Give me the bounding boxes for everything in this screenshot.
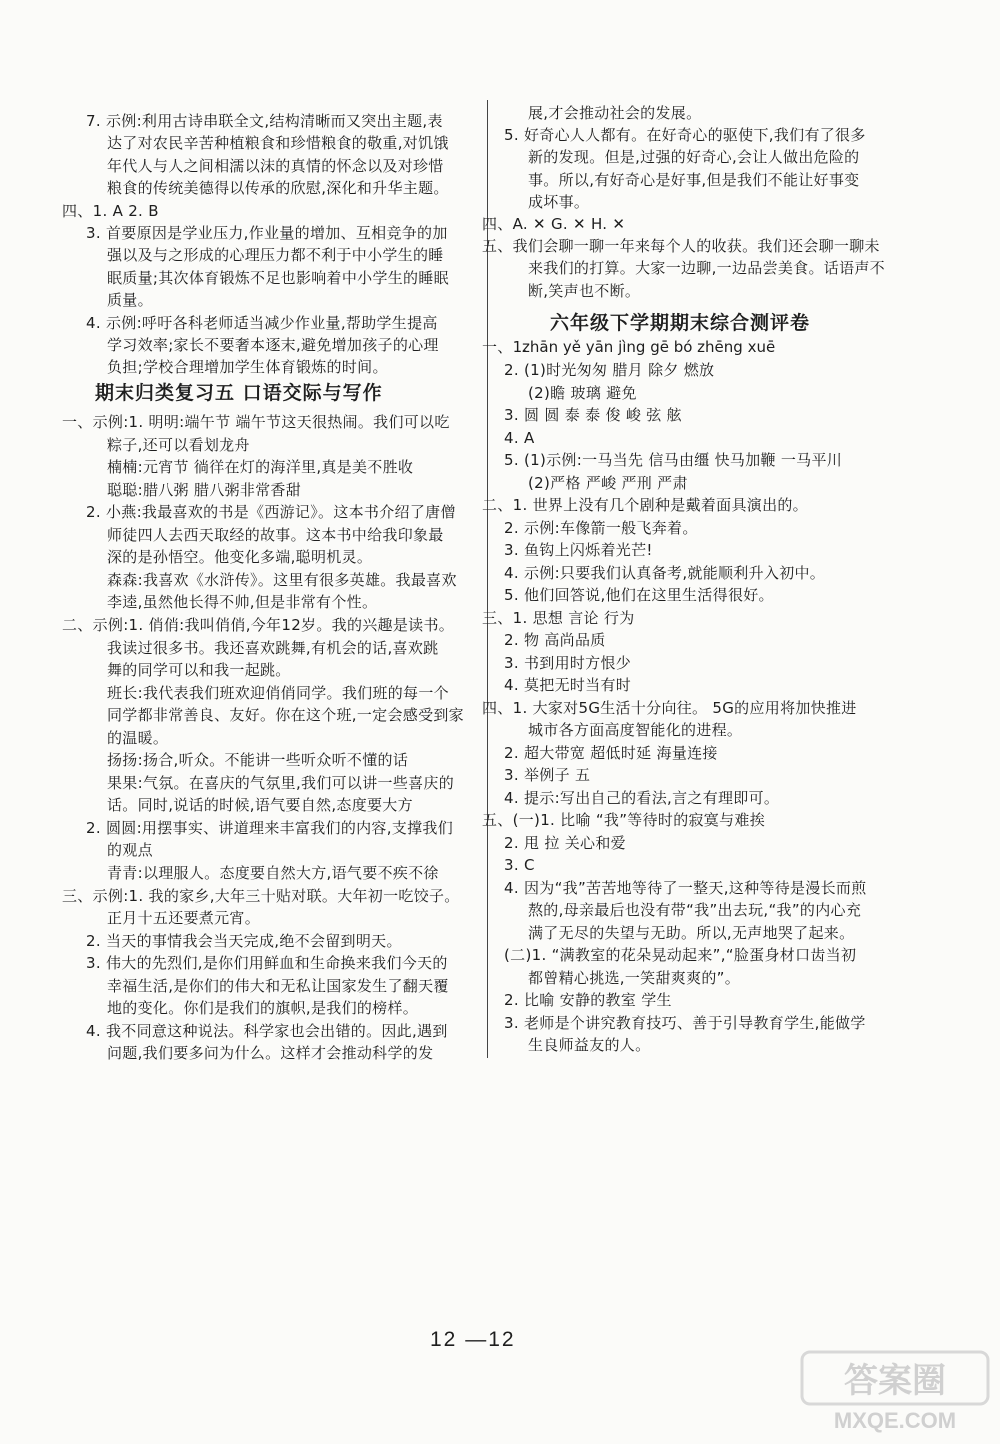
svg-text:MXQE.COM: MXQE.COM	[833, 1408, 957, 1433]
answer-line: 五、(一)1. 比喻 “我”等待时的寂寞与难挨	[482, 811, 765, 829]
answer-line: 7. 示例:利用古诗串联全文,结构清晰而又突出主题,表	[86, 112, 443, 130]
section-heading-final-test: 六年级下学期期末综合测评卷	[550, 312, 811, 334]
answer-line: 生良师益友的人。	[528, 1036, 651, 1054]
answer-line: 粮食的传统美德得以传承的欣慰,深化和升华主题。	[107, 179, 449, 198]
answer-line: (二)1. “满教室的花朵晃动起来”,“脸蛋身材口齿当初	[504, 946, 857, 964]
answer-line: 达了对农民辛苦种植粮食和珍惜粮食的敬重,对饥饿	[107, 134, 449, 153]
answer-line: 楠楠:元宵节 徜徉在灯的海洋里,真是美不胜收	[107, 458, 414, 477]
answer-line: 深的是孙悟空。他变化多端,聪明机灵。	[107, 548, 373, 567]
answer-line: 断,笑声也不断。	[528, 281, 641, 300]
answer-line: 学习效率;家长不要奢本逐末,避免增加孩子的心理	[107, 336, 439, 354]
answer-line: 青青:以理服人。态度要自然大方,语气要不疾不徐	[107, 864, 439, 882]
answer-line: 3. 伟大的先烈们,是你们用鲜血和生命换来我们今天的	[86, 954, 448, 973]
answer-line: 3. 老师是个讲究教育技巧、善于引导教育学生,能做学	[504, 1013, 866, 1032]
answer-line: 三、示例:1. 我的家乡,大年三十贴对联。大年初一吃饺子。	[62, 886, 460, 905]
answer-line: 满了无尽的失望与无助。所以,无声地哭了起来。	[528, 923, 855, 942]
section-heading-oral-writing: 期末归类复习五 口语交际与写作	[95, 382, 383, 404]
answer-line: 新的发现。但是,过强的好奇心,会让人做出危险的	[528, 148, 860, 167]
answer-line: 班长:我代表我们班欢迎俏俏同学。我们班的每一个	[107, 683, 449, 702]
answer-line: 的观点	[107, 841, 153, 860]
answer-line: 师徒四人去西天取经的故事。这本书中给我印象最	[107, 525, 444, 544]
answer-line: 四、1. A 2. B	[62, 201, 159, 220]
answer-line: 果果:气氛。在喜庆的气氛里,我们可以讲一些喜庆的	[107, 773, 455, 792]
page-number: 12 —12	[430, 1328, 516, 1351]
answer-line: (2)瞻 玻璃 避免	[528, 383, 637, 402]
answer-line: 二、1. 世界上没有几个剧种是戴着面具演出的。	[482, 496, 808, 514]
answer-line: 2. 甩 拉 关心和爱	[504, 833, 626, 852]
answer-line: (2)严格 严峻 严刑 严肃	[528, 473, 688, 492]
answer-line: 四、1. 大家对5G生活十分向往。 5G的应用将加快推进	[482, 698, 857, 717]
answer-line: 3. 首要原因是学业压力,作业量的增加、互相竞争的加	[86, 224, 448, 242]
answer-line: 问题,我们要多问为什么。这样才会推动科学的发	[107, 1044, 434, 1063]
answer-line: 5. 他们回答说,他们在这里生活得很好。	[504, 586, 774, 604]
answer-line: 负担;学校合理增加学生体育锻炼的时间。	[107, 358, 388, 377]
answer-line: 4. 示例:呼吁各科老师适当减少作业量,帮助学生提高	[86, 313, 438, 332]
answer-line: 4. A	[504, 428, 535, 447]
answer-line: 3. 鱼钩上闪烁着光芒!	[504, 541, 653, 559]
answer-line: 李逵,虽然他长得不帅,但是非常有个性。	[107, 593, 378, 612]
answer-line: 2. 当天的事情我会当天完成,绝不会留到明天。	[86, 931, 402, 950]
answer-line: 2. 圆圆:用摆事实、讲道理来丰富我们的内容,支撑我们	[86, 818, 454, 837]
answer-line: 3. 举例子 五	[504, 766, 591, 784]
answer-line: 的温暖。	[107, 728, 169, 747]
answer-line: 2. 示例:车像箭一般飞奔着。	[504, 518, 698, 537]
answer-line: 3. C	[504, 856, 535, 874]
answer-line: 都曾精心挑选,一笑甜爽爽的”。	[528, 968, 741, 987]
answer-line: 聪聪:腊八粥 腊八粥非常香甜	[107, 480, 302, 499]
answer-line: 来我们的打算。大家一边聊,一边品尝美食。话语声不	[528, 259, 885, 278]
pinyin-answer: zhān yě yān jìng gē bó zhēng xuē	[522, 338, 776, 356]
answer-line: 熬的,母亲最后也没有带“我”出去玩,“我”的内心充	[528, 901, 862, 919]
answer-line: 粽子,还可以看划龙舟	[107, 435, 250, 454]
answer-line: 4. 我不同意这种说法。科学家也会出错的。因此,遇到	[86, 1021, 448, 1040]
answer-line: 三、1. 思想 言论 行为	[482, 608, 635, 627]
answer-line: 成坏事。	[528, 192, 590, 211]
answer-line: 同学都非常善良、友好。你在这个班,一定会感受到家	[107, 706, 464, 725]
answer-line: 一、示例:1. 明明:端午节 端午节这天很热闹。我们可以吃	[62, 413, 450, 431]
answer-line: 质量。	[107, 291, 153, 310]
answer-line: 年代人与人之间相濡以沫的真情的怀念以及对珍惜	[107, 156, 444, 175]
answer-line: 城市各方面高度智能化的进程。	[528, 721, 743, 739]
answer-line: 2. (1)时光匆匆 腊月 除夕 燃放	[504, 361, 715, 379]
answer-line: 我读过很多书。我还喜欢跳舞,有机会的话,喜欢跳	[107, 638, 439, 657]
answer-line: 4. 莫把无时当有时	[504, 676, 632, 694]
answer-line: 扬扬:扬合,听众。不能讲一些听众听不懂的话	[107, 751, 409, 770]
watermark-logo	[800, 1350, 990, 1435]
answer-line: 4. 示例:只要我们认真备考,就能顺利升入初中。	[504, 563, 826, 582]
answer-line: 2. 比喻 安静的教室 学生	[504, 991, 672, 1009]
answer-line: 正月十五还要煮元宵。	[107, 909, 261, 928]
answer-line: 3. 圆 圆 泰 泰 俊 峻 弦 舷	[504, 406, 682, 424]
answer-line: 2. 物 高尚品质	[504, 631, 606, 649]
pinyin-prefix: 一、1.	[482, 338, 528, 356]
answer-line: 二、示例:1. 俏俏:我叫俏俏,今年12岁。我的兴趣是读书。	[62, 615, 455, 634]
answer-line: 5. (1)示例:一马当先 信马由缰 快马加鞭 一马平川	[504, 451, 843, 469]
answer-line: 森森:我喜欢《水浒传》。这里有很多英雄。我最喜欢	[107, 570, 457, 589]
answer-line: 话。同时,说话的时候,语气要自然,态度要大方	[107, 796, 413, 815]
answer-line: 4. 提示:写出自己的看法,言之有理即可。	[504, 788, 780, 807]
svg-text:答案圈: 答案圈	[844, 1361, 946, 1401]
answer-line: 地的变化。你们是我们的旗帜,是我们的榜样。	[107, 999, 419, 1018]
answer-line: 事。所以,有好奇心是好事,但是我们不能让好事变	[528, 170, 860, 189]
answer-line: 4. 因为“我”苦苦地等待了一整天,这种等待是漫长而煎	[504, 878, 867, 897]
answer-line: 展,才会推动社会的发展。	[528, 104, 702, 122]
answer-line: 2. 超大带宽 超低时延 海量连接	[504, 743, 718, 762]
answer-line: 五、我们会聊一聊一年来每个人的收获。我们还会聊一聊未	[482, 237, 880, 256]
answer-line: 强以及与之形成的心理压力都不利于中小学生的睡	[107, 246, 444, 265]
answer-line: 3. 书到用时方恨少	[504, 653, 632, 672]
answer-line: 2. 小燕:我最喜欢的书是《西游记》。这本书介绍了唐僧	[86, 503, 456, 522]
answer-line: 四、A. ✕ G. ✕ H. ✕	[482, 215, 626, 233]
answer-line: 舞的同学可以和我一起跳。	[107, 661, 291, 680]
answer-line: 5. 好奇心人人都有。在好奇心的驱使下,我们有了很多	[504, 126, 866, 145]
answer-line: 眠质量;其次体育锻炼不足也影响着中小学生的睡眠	[107, 268, 449, 287]
answer-line: 幸福生活,是你们的伟大和无私让国家发生了翻天覆	[107, 976, 449, 995]
